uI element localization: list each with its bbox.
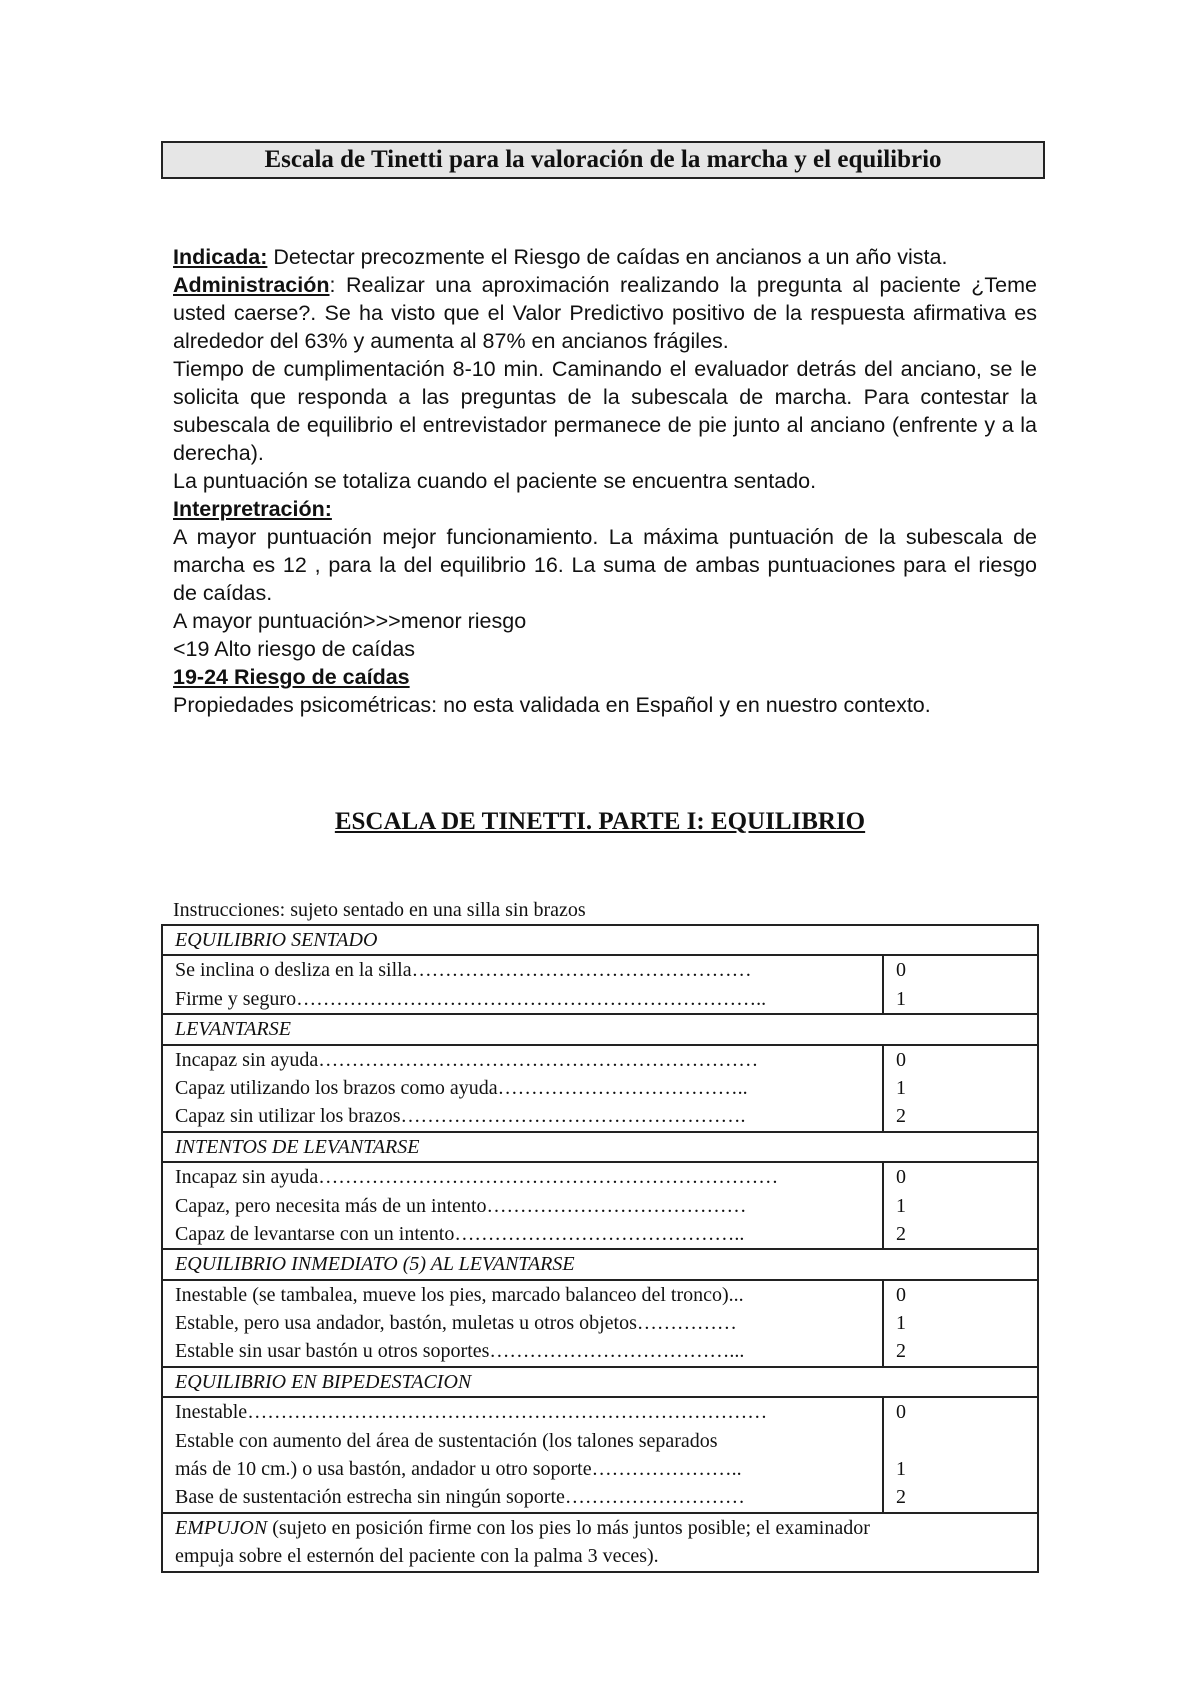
- item-text: Capaz de levantarse con un intento……………………………………..: [175, 1222, 745, 1245]
- item-score: 0: [896, 959, 906, 982]
- document-title-box: [161, 141, 1045, 179]
- item-score: 0: [896, 1166, 906, 1189]
- section-header: EQUILIBRIO SENTADO: [175, 929, 378, 951]
- indicada-text: Detectar precozmente el Riesgo de caídas en ancianos a un año vista.: [267, 245, 948, 269]
- interpretacion-paragraph: A mayor puntuación mejor funcionamiento. La máxima puntuación de la subescala de marcha es 12 , para la del equilibrio 16. La suma de ambas puntuaciones para el riesgo de caídas.: [173, 525, 1037, 605]
- item-score: 1: [896, 1312, 906, 1335]
- section-items: [163, 1044, 1037, 1131]
- administracion-label: Administración: [173, 273, 330, 297]
- item-text: Incapaz sin ayuda……………………………………………………………: [175, 1166, 779, 1189]
- section-header: EQUILIBRIO INMEDIATO (5) AL LEVANTARSE: [163, 1248, 1037, 1278]
- section-items: [163, 954, 1037, 1013]
- tiempo-paragraph: Tiempo de cumplimentación 8-10 min. Caminando el evaluador detrás del anciano, se le solicita que responda a las preguntas de la subescala de marcha. Para contestar la subescala de equilibrio el entrevistador permanece de pie junto al anciano (enfrente y a la derecha).: [173, 357, 1037, 465]
- item-score: 1: [896, 1076, 906, 1099]
- item-score: 1: [896, 987, 906, 1010]
- indicada-paragraph: [173, 243, 1037, 271]
- item-score: 0: [896, 1048, 906, 1071]
- indicada-label: Indicada:: [173, 245, 268, 269]
- item-score: 2: [896, 1105, 906, 1128]
- item-score: 2: [896, 1486, 906, 1509]
- intro-section: [173, 243, 1037, 719]
- mayor-puntuacion-line: A mayor puntuación>>>menor riesgo: [173, 609, 527, 633]
- item-score: 0: [896, 1283, 906, 1306]
- section-title: ESCALA DE TINETTI. PARTE I: EQUILIBRIO: [334, 808, 866, 835]
- item-text: Inestable……………………………………………………………………: [175, 1401, 768, 1424]
- empujon-description: (sujeto en posición firme con los pies lo más juntos posible; el examinador: [267, 1516, 870, 1539]
- item-text: Estable sin usar bastón u otros soportes………………………………...: [175, 1340, 745, 1363]
- alto-riesgo-line: <19 Alto riesgo de caídas: [173, 637, 416, 661]
- empujon-description-line2: empuja sobre el esternón del paciente con la palma 3 veces).: [175, 1545, 659, 1568]
- empujon-section: [163, 1512, 1037, 1571]
- administracion-paragraph: [173, 271, 1037, 355]
- puntuacion-paragraph: La puntuación se totaliza cuando el paciente se encuentra sentado.: [173, 469, 817, 493]
- section-header: EQUILIBRIO EN BIPEDESTACION: [163, 1366, 1037, 1396]
- section-header: INTENTOS DE LEVANTARSE: [163, 1131, 1037, 1161]
- empujon-header: EMPUJON: [175, 1516, 268, 1539]
- item-text: Capaz sin utilizar los brazos…………………………………………….: [175, 1105, 746, 1128]
- instructions-line: Instrucciones: sujeto sentado en una silla sin brazos: [173, 899, 586, 921]
- item-text: Incapaz sin ayuda…………………………………………………………: [175, 1048, 759, 1071]
- interpretacion-label: Interpretración:: [173, 497, 332, 521]
- propiedades-paragraph: Propiedades psicométricas: no esta validada en Español y en nuestro contexto.: [173, 693, 931, 717]
- section-header: LEVANTARSE: [163, 1013, 1037, 1043]
- item-score: 0: [896, 1401, 906, 1424]
- item-text: Estable con aumento del área de sustentación (los talones separados: [175, 1429, 718, 1452]
- item-text: Base de sustentación estrecha sin ningún soporte………………………: [175, 1486, 745, 1509]
- section-items: [163, 1161, 1037, 1248]
- item-text: Estable, pero usa andador, bastón, muletas u otros objetos……………: [175, 1312, 737, 1335]
- riesgo-caidas-label: 19-24 Riesgo de caídas: [173, 665, 410, 689]
- section-items: [163, 1396, 1037, 1512]
- item-text: Firme y seguro……………………………………………………………..: [175, 987, 767, 1010]
- item-text: Capaz, pero necesita más de un intento…………………………………: [175, 1194, 747, 1217]
- item-score: [896, 1427, 1037, 1455]
- item-score: 1: [896, 1194, 906, 1217]
- document-title: Escala de Tinetti para la valoración de la marcha y el equilibrio: [264, 146, 942, 173]
- item-text: Capaz utilizando los brazos como ayuda………………………………..: [175, 1076, 748, 1099]
- item-score: 2: [896, 1222, 906, 1245]
- item-text: Se inclina o desliza en la silla……………………………………………: [175, 959, 752, 982]
- item-score: 1: [896, 1458, 906, 1481]
- item-text: Inestable (se tambalea, mueve los pies, marcado balanceo del tronco)...: [175, 1283, 744, 1306]
- section-items: [163, 1279, 1037, 1366]
- equilibrio-scale-table: [161, 924, 1039, 1573]
- administracion-text: : Realizar una aproximación realizando la pregunta al paciente ¿Teme usted caerse?. Se ha visto que el Valor Predictivo positivo de la respuesta afirmativa es alrededor del 63% y aumenta al 87% en ancianos frágiles.: [173, 273, 1037, 353]
- item-text: más de 10 cm.) o usa bastón, andador u otro soporte…………………..: [175, 1458, 742, 1481]
- item-score: 2: [896, 1340, 906, 1363]
